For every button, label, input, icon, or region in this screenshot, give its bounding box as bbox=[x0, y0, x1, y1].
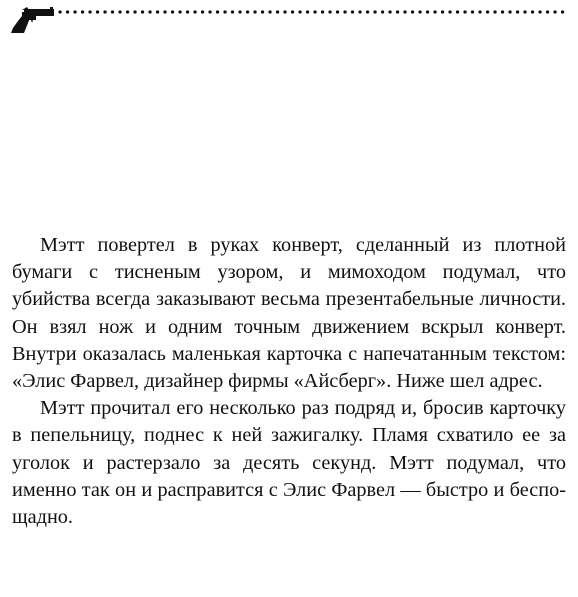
dotted-rule bbox=[58, 10, 568, 14]
paragraph-2: Мэтт прочитал его несколько раз подряд и, бросив карточку в пепельницу, поднес к ней зажигалку. Пламя схватило ее за уголок и растерзало за десять секунд. Мэтт подумал, что именно так он и расправится с Элис Фарвел — быстро и беспощадно. bbox=[12, 397, 566, 529]
revolver-icon bbox=[10, 6, 54, 36]
body-text bbox=[12, 232, 566, 531]
paragraph-1: Мэтт повертел в руках конверт, сделанный из плотной бумаги с тисненым узором, и мимоходом подумал, что убийства всегда заказывают весьма презентабельные личности. Он взял нож и одним точным движением вскрыл конверт. Внутри оказалась маленькая карточка с напечатанным текстом: «Элис Фарвел, дизайнер фирмы «Айсберг». Ниже шел адрес. bbox=[12, 234, 566, 393]
page-header bbox=[0, 0, 578, 40]
